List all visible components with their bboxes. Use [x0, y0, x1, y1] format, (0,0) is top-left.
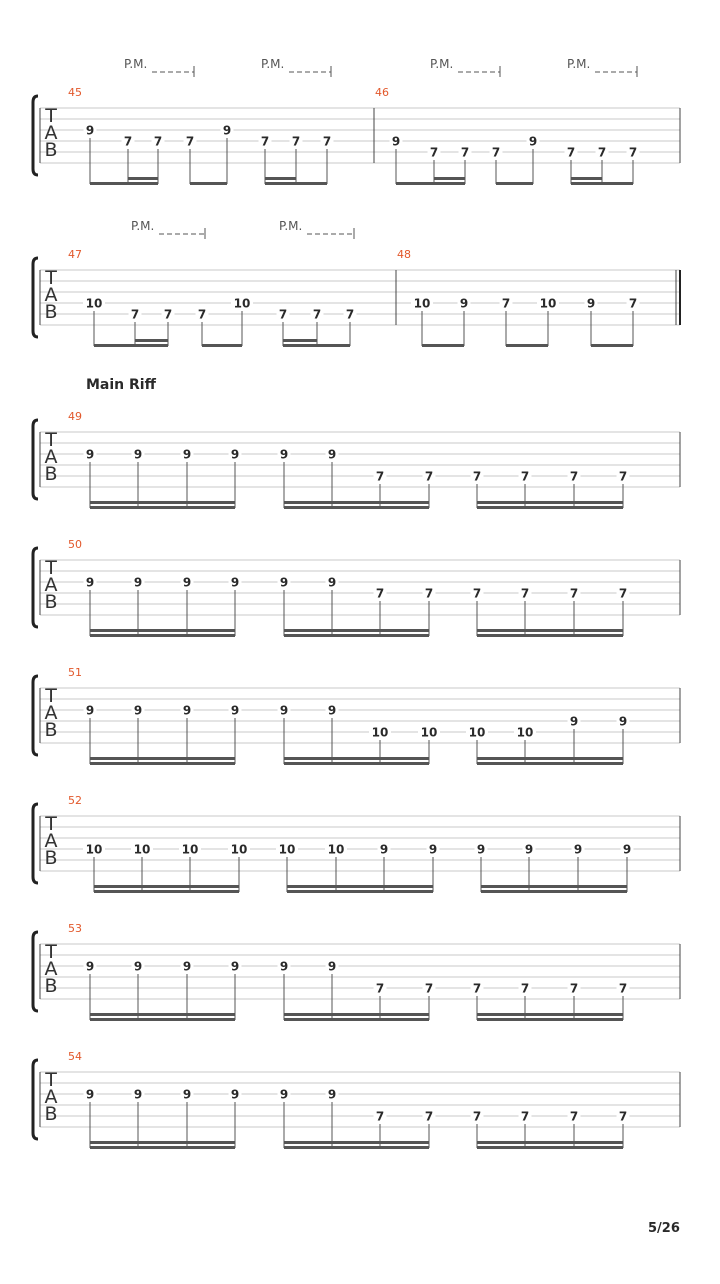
tab-system: [33, 248, 680, 347]
palm-mute-label: P.M.: [567, 57, 591, 71]
fret-number: 9: [279, 959, 289, 974]
beam-secondary: [284, 629, 429, 632]
fret-number: 7: [130, 307, 140, 322]
fret-number: 7: [520, 586, 530, 601]
measure-number: 49: [68, 410, 82, 423]
fret-number: 7: [566, 145, 576, 160]
beam-secondary: [284, 757, 429, 760]
fret-number: 10: [371, 725, 389, 740]
fret-number: 9: [279, 447, 289, 462]
fret-number: 9: [476, 842, 486, 857]
fret-number: 7: [375, 981, 385, 996]
fret-number: 10: [516, 725, 534, 740]
beam: [591, 344, 633, 347]
fret-number: 10: [85, 296, 103, 311]
fret-number: 7: [291, 134, 301, 149]
tab-clef-letter: T: [45, 1069, 57, 1091]
beam: [477, 762, 623, 765]
tab-system: [33, 1050, 680, 1149]
tab-clef-letter: B: [44, 719, 58, 741]
beam: [571, 182, 633, 185]
beam: [477, 1018, 623, 1021]
fret-number: 7: [501, 296, 511, 311]
tab-clef-letter: B: [44, 301, 58, 323]
palm-mute-label: P.M.: [430, 57, 454, 71]
fret-number: 9: [327, 575, 337, 590]
beam: [90, 506, 235, 509]
tab-system: [33, 794, 680, 893]
system-bracket: [33, 96, 38, 175]
fret-number: 7: [197, 307, 207, 322]
fret-number: 7: [618, 586, 628, 601]
fret-number: 7: [312, 307, 322, 322]
fret-number: 7: [491, 145, 501, 160]
beam-secondary: [90, 1141, 235, 1144]
beam: [284, 762, 429, 765]
fret-number: 7: [569, 981, 579, 996]
beam-secondary: [477, 1141, 623, 1144]
fret-number: 7: [472, 586, 482, 601]
tab-clef-letter: T: [45, 941, 57, 963]
beam-secondary: [284, 1141, 429, 1144]
beam: [90, 634, 235, 637]
beam-secondary: [90, 1013, 235, 1016]
fret-number: 7: [618, 1109, 628, 1124]
measure-number: 47: [68, 248, 82, 261]
fret-number: 7: [260, 134, 270, 149]
palm-mute-label: P.M.: [261, 57, 285, 71]
tab-system: [33, 410, 680, 509]
beam: [202, 344, 242, 347]
palm-mute-label: P.M.: [124, 57, 148, 71]
fret-number: 7: [618, 981, 628, 996]
beam: [265, 182, 327, 185]
fret-number: 7: [163, 307, 173, 322]
fret-number: 10: [278, 842, 296, 857]
fret-number: 9: [586, 296, 596, 311]
fret-number: 7: [375, 469, 385, 484]
beam-secondary: [94, 885, 239, 888]
fret-number: 9: [85, 703, 95, 718]
measure-number: 54: [68, 1050, 82, 1063]
system-bracket: [33, 804, 38, 883]
fret-number: 7: [628, 145, 638, 160]
palm-mute-label: P.M.: [131, 219, 155, 233]
fret-number: 7: [520, 469, 530, 484]
tab-clef-letter: A: [44, 830, 58, 852]
beam: [190, 182, 227, 185]
measure-number: 45: [68, 86, 82, 99]
tab-clef-letter: T: [45, 105, 57, 127]
fret-number: 7: [520, 981, 530, 996]
tab-clef-letter: T: [45, 267, 57, 289]
fret-number: 7: [185, 134, 195, 149]
fret-number: 9: [230, 1087, 240, 1102]
tab-system: [33, 86, 680, 185]
fret-number: 7: [460, 145, 470, 160]
fret-number: 9: [573, 842, 583, 857]
fret-number: 7: [472, 1109, 482, 1124]
fret-number: 7: [618, 469, 628, 484]
measure-number: 46: [375, 86, 389, 99]
fret-number: 10: [233, 296, 251, 311]
fret-number: 9: [133, 575, 143, 590]
fret-number: 9: [182, 1087, 192, 1102]
fret-number: 9: [182, 959, 192, 974]
fret-number: 9: [428, 842, 438, 857]
beam: [481, 890, 627, 893]
beam: [422, 344, 464, 347]
beam-secondary: [434, 177, 465, 180]
fret-number: 9: [279, 575, 289, 590]
fret-number: 7: [628, 296, 638, 311]
beam: [477, 1146, 623, 1149]
fret-number: 7: [322, 134, 332, 149]
tab-system: [33, 666, 680, 765]
tab-clef-letter: A: [44, 446, 58, 468]
fret-number: 9: [327, 959, 337, 974]
fret-number: 9: [222, 123, 232, 138]
beam-secondary: [477, 501, 623, 504]
tab-clef-letter: T: [45, 813, 57, 835]
fret-number: 7: [424, 586, 434, 601]
beam: [90, 762, 235, 765]
fret-number: 7: [597, 145, 607, 160]
fret-number: 9: [85, 959, 95, 974]
tab-clef-letter: A: [44, 958, 58, 980]
fret-number: 9: [85, 1087, 95, 1102]
beam: [396, 182, 465, 185]
fret-number: 9: [230, 703, 240, 718]
beam: [90, 182, 158, 185]
beam: [283, 344, 350, 347]
fret-number: 9: [327, 703, 337, 718]
fret-number: 7: [375, 1109, 385, 1124]
tab-clef-letter: T: [45, 429, 57, 451]
beam-secondary: [90, 629, 235, 632]
tab-clef-letter: B: [44, 591, 58, 613]
fret-number: 9: [327, 1087, 337, 1102]
beam-secondary: [287, 885, 433, 888]
measure-number: 53: [68, 922, 82, 935]
beam: [90, 1018, 235, 1021]
fret-number: 7: [429, 145, 439, 160]
tab-system: [33, 922, 680, 1021]
measure-number: 52: [68, 794, 82, 807]
fret-number: 9: [230, 447, 240, 462]
fret-number: 7: [472, 981, 482, 996]
system-bracket: [33, 420, 38, 499]
fret-number: 7: [345, 307, 355, 322]
tab-clef-letter: A: [44, 702, 58, 724]
fret-number: 9: [524, 842, 534, 857]
fret-number: 7: [424, 1109, 434, 1124]
fret-number: 9: [133, 447, 143, 462]
beam-secondary: [135, 339, 168, 342]
fret-number: 7: [424, 981, 434, 996]
section-title: Main Riff: [86, 377, 156, 393]
tab-clef-letter: T: [45, 557, 57, 579]
fret-number: 7: [153, 134, 163, 149]
beam: [90, 1146, 235, 1149]
system-bracket: [33, 932, 38, 1011]
fret-number: 9: [379, 842, 389, 857]
fret-number: 10: [420, 725, 438, 740]
fret-number: 9: [279, 703, 289, 718]
system-bracket: [33, 258, 38, 337]
beam-secondary: [477, 1013, 623, 1016]
fret-number: 7: [520, 1109, 530, 1124]
fret-number: 9: [230, 575, 240, 590]
tab-clef-letter: B: [44, 463, 58, 485]
beam: [94, 344, 168, 347]
fret-number: 7: [424, 469, 434, 484]
system-bracket: [33, 548, 38, 627]
fret-number: 10: [181, 842, 199, 857]
tab-clef-letter: A: [44, 1086, 58, 1108]
fret-number: 10: [85, 842, 103, 857]
tab-clef-letter: A: [44, 284, 58, 306]
fret-number: 9: [528, 134, 538, 149]
beam-secondary: [284, 501, 429, 504]
fret-number: 9: [327, 447, 337, 462]
tab-system: [33, 538, 680, 637]
beam-secondary: [90, 757, 235, 760]
fret-number: 9: [85, 447, 95, 462]
tab-clef-letter: A: [44, 574, 58, 596]
measure-number: 51: [68, 666, 82, 679]
fret-number: 7: [278, 307, 288, 322]
measure-number: 50: [68, 538, 82, 551]
fret-number: 9: [569, 714, 579, 729]
fret-number: 9: [230, 959, 240, 974]
beam: [284, 1146, 429, 1149]
fret-number: 9: [391, 134, 401, 149]
fret-number: 9: [459, 296, 469, 311]
beam-secondary: [477, 629, 623, 632]
fret-number: 10: [230, 842, 248, 857]
beam-secondary: [284, 1013, 429, 1016]
page-number: 5/26: [648, 1221, 680, 1236]
fret-number: 7: [569, 469, 579, 484]
fret-number: 10: [413, 296, 431, 311]
palm-mute-label: P.M.: [279, 219, 303, 233]
beam-secondary: [265, 177, 296, 180]
measure-number: 48: [397, 248, 411, 261]
tab-clef-letter: T: [45, 685, 57, 707]
tab-clef-letter: A: [44, 122, 58, 144]
beam-secondary: [128, 177, 158, 180]
beam: [506, 344, 548, 347]
fret-number: 10: [468, 725, 486, 740]
fret-number: 7: [569, 1109, 579, 1124]
system-bracket: [33, 1060, 38, 1139]
fret-number: 9: [182, 703, 192, 718]
fret-number: 7: [123, 134, 133, 149]
beam-secondary: [481, 885, 627, 888]
tab-clef-letter: B: [44, 847, 58, 869]
fret-number: 9: [618, 714, 628, 729]
system-bracket: [33, 676, 38, 755]
tab-clef-letter: B: [44, 139, 58, 161]
beam-secondary: [283, 339, 317, 342]
fret-number: 9: [622, 842, 632, 857]
beam: [94, 890, 239, 893]
beam: [284, 1018, 429, 1021]
fret-number: 10: [539, 296, 557, 311]
fret-number: 10: [133, 842, 151, 857]
beam: [477, 506, 623, 509]
beam: [477, 634, 623, 637]
beam-secondary: [477, 757, 623, 760]
fret-number: 7: [569, 586, 579, 601]
fret-number: 9: [133, 1087, 143, 1102]
fret-number: 10: [327, 842, 345, 857]
fret-number: 9: [85, 575, 95, 590]
beam: [284, 634, 429, 637]
tab-clef-letter: B: [44, 1103, 58, 1125]
beam-secondary: [571, 177, 602, 180]
fret-number: 7: [472, 469, 482, 484]
fret-number: 9: [133, 959, 143, 974]
beam-secondary: [90, 501, 235, 504]
fret-number: 9: [133, 703, 143, 718]
fret-number: 7: [375, 586, 385, 601]
beam: [287, 890, 433, 893]
beam: [496, 182, 533, 185]
tab-clef-letter: B: [44, 975, 58, 997]
fret-number: 9: [279, 1087, 289, 1102]
beam: [284, 506, 429, 509]
fret-number: 9: [85, 123, 95, 138]
fret-number: 9: [182, 575, 192, 590]
fret-number: 9: [182, 447, 192, 462]
